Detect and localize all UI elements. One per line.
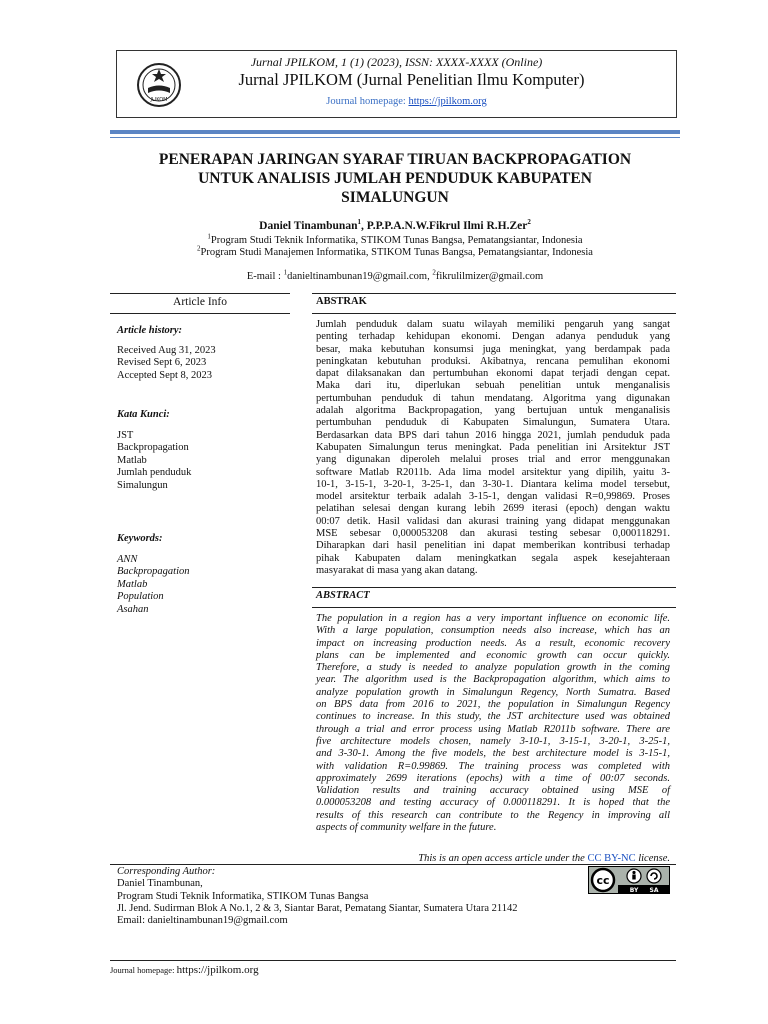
abstrak-line: 10-1, 3-15-1, 3-20-1, 3-25-1, dan 3-30-1. Diantara kelima model tersebut, <box>316 478 670 490</box>
abstrak-line: pertumbuhan penduduk di Kabupaten Simalungun, Sumatera Utara. <box>316 417 670 429</box>
abstrak-line: penting terhadap kehidupan ekonomi. Dengan adanya penduduk yang <box>316 331 670 343</box>
journal-homepage <box>117 95 676 109</box>
abstract-line: and 3-30-1. Among the five models, the best architecture model is 3-15-1, <box>316 748 670 760</box>
abstrak-line: pelatihan selesai dengan kurang lebih 2699 iterasi (epoch) dengan waktu <box>316 503 670 515</box>
abstrak-line: masyarakat di masa yang akan datang. <box>316 564 478 576</box>
license-link[interactable]: CC BY-NC <box>587 853 636 864</box>
keywords-list: ANN Backpropagation Matlab Population Asahan <box>117 554 190 615</box>
journal-header <box>116 50 677 118</box>
affiliation-2: $^2$Program Studi Manajemen Informatika, STIKOM Tunas Bangsa, Pematangsiantar, Indonesia <box>197 244 593 258</box>
journal-citation: Jurnal JPILKOM, 1 (1) (2023), ISSN: XXXX-XXXX (Online) <box>250 55 543 69</box>
abstract-body <box>316 613 670 834</box>
footer-label: Journal homepage: <box>110 965 177 975</box>
abstract-line: approximately 2699 iterations (epochs) with a time of 00:07 seconds. <box>316 772 670 784</box>
svg-text:JLIKOM: JLIKOM <box>150 97 168 103</box>
cc-by-sa-badge-icon[interactable] <box>588 866 670 894</box>
abstrak-line: pihak Kabupaten dalam meningkatkan segala aspek kesejahteraan <box>316 552 670 564</box>
abstrak-top-rule <box>312 293 676 294</box>
homepage-label: Journal homepage: <box>326 96 406 107</box>
kata-kunci-heading: Kata Kunci: <box>117 409 170 420</box>
abstract-line: plans can be implemented and economic growth can occur quickly. <box>316 649 670 661</box>
article-info-bottom-rule <box>110 313 290 314</box>
page-footer <box>110 964 259 976</box>
abstrak-line: besar, maka kebutuhan konsumsi juga meningkat, yang berdampak pada <box>316 343 670 355</box>
abstract-line: five architecture models chosen, namely 3-10-1, 3-15-1, 3-20-1, 3-25-1, <box>316 735 670 747</box>
abstrak-line: dapat dilaksanakan dan pertumbuhan ekonomi dapat terjadi dengan cepat. <box>316 368 670 380</box>
abstrak-line: adalah algoritma Backpropagation, yang bertujuan untuk menganalisis <box>316 405 670 417</box>
abstrak-line: Berdasarkan data BPS dari tahun 2016 hingga 2021, jumlah penduduk pada <box>316 429 670 441</box>
journal-name: Jurnal JPILKOM (Jurnal Penelitian Ilmu Komputer) <box>238 70 585 89</box>
article-history-list: Received Aug 31, 2023 Revised Sept 6, 2023 Accepted Sept 8, 2023 <box>117 345 216 381</box>
paper-authors: Daniel Tinambunan$^1$, P.P.P.A.N.W.Fikrul Ilmi R.H.Zer$^2$ <box>259 218 531 232</box>
abstract-line: Validation results and training accuracy obtained using MSE of <box>316 785 670 797</box>
abstrak-line: software Matlab R2011b. Ada lima model arsitektur yang dipilih, yaitu 3- <box>316 466 670 478</box>
svg-text:cc: cc <box>596 874 610 887</box>
author-1: Daniel Tinambunan <box>259 220 358 232</box>
abstrak-line: yang digunakan diperoleh melalui proses trial and error menggunakan <box>316 454 670 466</box>
header-divider-thin <box>110 137 680 138</box>
svg-text:SA: SA <box>649 887 659 894</box>
abstract-line: year. The algorithm used is the Backpropagation algorithm, which aims to <box>316 674 670 686</box>
abstrak-line: pertumbuhan penduduk di tahun mendatang. Algoritma yang digunakan <box>316 392 670 404</box>
abstract-line: with validation R=0.99869. The training process was completed with <box>316 760 670 772</box>
abstract-line: impact on increasing production needs. As a result, economic recovery <box>316 637 670 649</box>
corresponding-heading: Corresponding Author: <box>117 866 216 877</box>
keywords-heading: Keywords: <box>117 533 163 544</box>
abstrak-line: peningkatan kebutuhan produksi. Akibatnya, rencana pemulihan ekonomi <box>316 355 670 367</box>
abstrak-heading: ABSTRAK <box>316 296 367 307</box>
license-statement: This is an open access article under the CC BY-NC license. <box>418 853 670 864</box>
abstrak-line: MSE sebesar 0,000053208 dan akurasi testing sebesar 0,000118291. <box>316 528 670 540</box>
abstract-bottom-rule <box>312 607 676 608</box>
author-2: P.P.P.A.N.W.Fikrul Ilmi R.H.Zer <box>366 220 528 232</box>
article-history-heading: Article history: <box>117 325 183 336</box>
abstrak-line: Jumlah penduduk dalam suatu wilayah memiliki pengaruh yang sangat <box>316 319 670 330</box>
abstract-line: With a large population, consumption needs also increase, which has an <box>316 625 670 637</box>
abstrak-line: Diharapkan dari hasil penelitian ini dapat memberikan kontribusi terhadap <box>316 540 670 552</box>
abstrak-line: Kabupaten Simalungun terus meningkat. Pada penelitian ini Arsitektur JST <box>316 441 670 453</box>
abstract-line: aspects of community welfare in the future. <box>316 822 497 834</box>
abstract-line: on BPS data from 2016 to 2021, the population in Simalungun Regency <box>316 699 670 711</box>
corresponding-author: Corresponding Author: Daniel Tinambunan, Program Studi Teknik Informatika, STIKOM Tunas Bangsa Jl. Jend. Sudirman Blok A No.1, 2 & 3, Siantar Barat, Pematang Siantar, Sumatera Utara 21142 Email: danieltinambunan19@gmail.com <box>117 866 518 927</box>
header-divider-thick <box>110 130 680 134</box>
abstract-line: analyze population growth in Simalungun Regency, North Sumatra. Based <box>316 686 670 698</box>
paper-title: PENERAPAN JARINGAN SYARAF TIRUAN BACKPROPAGATION UNTUK ANALISIS JUMLAH PENDUDUK KABUPATEN SIMALUNGUN <box>158 151 632 206</box>
article-info-title: Article Info <box>173 296 227 308</box>
kata-kunci-list: JST Backpropagation Matlab Jumlah penduduk Simalungun <box>117 430 192 491</box>
footer-homepage-link[interactable]: https://jpilkom.org <box>176 964 259 976</box>
homepage-link[interactable]: https://jpilkom.org <box>408 96 487 107</box>
abstract-top-rule <box>312 587 676 588</box>
abstrak-body <box>316 319 670 577</box>
author-emails: E-mail : $^1$danieltinambunan19@gmail.com, $^2$fikrulilmizer@gmail.com <box>246 268 544 282</box>
abstract-line: continues to increase. In this study, the JST architecture used was obtained <box>316 711 670 723</box>
abstrak-line: Maka dari itu, diperlukan sebuah penelitian untuk menganalisis <box>316 380 670 392</box>
svg-text:BY: BY <box>629 887 639 894</box>
abstract-line: through a trial and error process using Matlab R2011b software. There are <box>316 723 670 735</box>
abstrak-line: 00:07 detik. Hasil validasi dan akurasi training yang didapat menggunakan <box>316 515 670 527</box>
abstrak-line: model arsitektur terbaik adalah 3-15-1, dengan validasi R=0,99869. Proses <box>316 491 670 503</box>
abstrak-bottom-rule <box>312 313 676 314</box>
abstract-line: 0.000053208 and testing accuracy of 0.000118291. It is hoped that the <box>316 797 670 809</box>
corresponding-top-rule <box>110 864 676 865</box>
footer-rule <box>110 960 676 961</box>
abstract-heading: ABSTRACT <box>316 590 370 601</box>
abstract-line: results of this research can contribute to the Regency in improving all <box>316 809 670 821</box>
abstract-line: Therefore, a study is needed to analyze population growth in the coming <box>316 662 670 674</box>
affiliation-1: $^1$Program Studi Teknik Informatika, STIKOM Tunas Bangsa, Pematangsiantar, Indonesia <box>207 232 583 246</box>
abstract-line: The population in a region has a very important influence on economic life. <box>316 613 670 624</box>
article-info-top-rule <box>110 293 290 294</box>
